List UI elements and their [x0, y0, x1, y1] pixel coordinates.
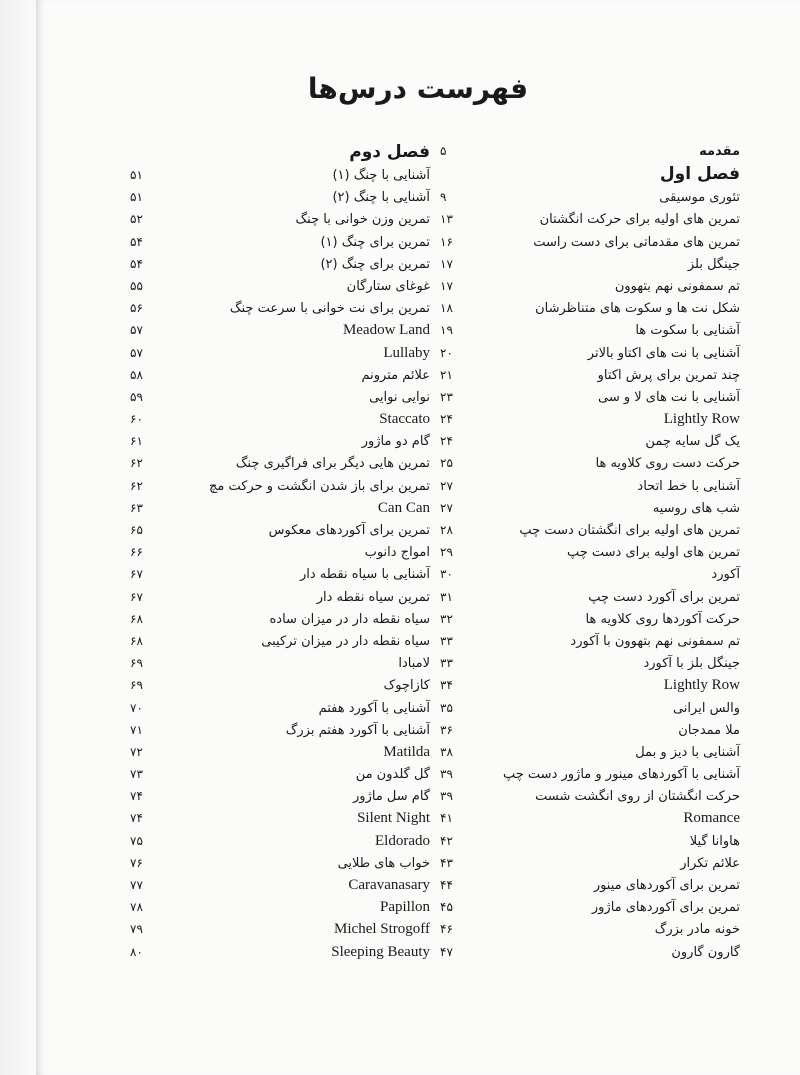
- toc-entry-title: والس ایرانی: [672, 700, 740, 716]
- toc-entry-page: ۲۷: [440, 500, 453, 515]
- toc-entry[interactable]: [130, 430, 430, 452]
- toc-entry-page: ۷۴: [130, 789, 143, 804]
- toc-entry-page: ۳۶: [440, 722, 453, 737]
- toc-entry-page: ۶۵: [130, 523, 143, 537]
- toc-entry[interactable]: [440, 785, 740, 807]
- toc-entry[interactable]: [440, 452, 740, 474]
- toc-entry[interactable]: [130, 497, 430, 519]
- toc-entry-title: گل گلدون من: [355, 767, 430, 783]
- toc-entry[interactable]: [440, 874, 740, 896]
- toc-entry-title: تم سمفونی نهم بتهوون: [614, 278, 740, 294]
- toc-entry[interactable]: [130, 253, 430, 275]
- toc-entry[interactable]: [130, 830, 430, 852]
- toc-entry-title: تمرین برای آکوردهای مینور: [593, 878, 740, 893]
- toc-entry-title: شکل نت ها و سکوت های متناظرشان: [535, 301, 740, 317]
- toc-entry[interactable]: [440, 697, 740, 719]
- toc-entry-title: تمرین برای نت خوانی با سرعت چنگ: [229, 301, 430, 317]
- toc-entry[interactable]: [130, 519, 430, 541]
- toc-entry-title: خواب های طلایی: [337, 855, 430, 871]
- toc-entry[interactable]: [440, 408, 740, 430]
- toc-entry-title: آشنایی با سیاه نقطه دار: [299, 567, 430, 583]
- toc-entry-title: تمرین برای چنگ (۱): [320, 234, 430, 250]
- chapter-two-title: فصل دوم: [349, 142, 430, 162]
- toc-entry-page: ۵۱: [130, 190, 143, 205]
- toc-entry[interactable]: [130, 785, 430, 807]
- toc-entry-title: لامبادا: [398, 656, 430, 672]
- toc-entry[interactable]: [130, 297, 430, 319]
- toc-entry-page: ۶۹: [130, 656, 143, 671]
- toc-entry-title: تمرین های اولیه برای دست چپ: [566, 545, 740, 561]
- toc-entry[interactable]: [130, 807, 430, 829]
- toc-entry[interactable]: [440, 630, 740, 652]
- toc-entry-page: ۵۴: [130, 256, 143, 271]
- toc-entry-title: آشنایی با خط اتحاد: [637, 478, 740, 494]
- toc-entry-page: ۲۷: [440, 478, 453, 493]
- toc-entry-title: Sleeping Beauty: [331, 943, 430, 960]
- toc-entry-title: تمرین سیاه نقطه دار: [316, 589, 430, 605]
- toc-entry-page: ۴۴: [440, 878, 453, 892]
- toc-entry-page: ۶۷: [130, 567, 143, 582]
- toc-entry-title: نوایی نوایی: [369, 389, 430, 405]
- toc-entry[interactable]: [130, 342, 430, 364]
- toc-entry-title: حرکت دست روی کلاویه ها: [595, 456, 740, 472]
- toc-entry-page: ۴۱: [440, 811, 453, 826]
- toc-entry-page: ۵۵: [130, 278, 143, 293]
- toc-entry-title: گام سل ماژور: [353, 789, 430, 805]
- chapter-heading: [440, 162, 740, 186]
- toc-entry-title: تمرین های مقدماتی برای دست راست: [533, 234, 740, 250]
- toc-entry[interactable]: [130, 741, 430, 763]
- toc-entry[interactable]: [130, 452, 430, 474]
- toc-entry-page: ۵۹: [130, 389, 143, 404]
- toc-entry-title: خونه مادر بزرگ: [654, 922, 740, 938]
- toc-column-right: [440, 140, 740, 963]
- toc-entry-title: آکورد: [711, 567, 740, 583]
- toc-entry-title: آشنایی با آکورد هفتم: [318, 700, 430, 716]
- toc-entry[interactable]: [440, 541, 740, 563]
- toc-list: [130, 164, 430, 963]
- toc-entry-page: ۶۱: [130, 434, 143, 449]
- toc-entry-title: Silent Night: [357, 810, 430, 827]
- toc-entry[interactable]: [440, 741, 740, 763]
- toc-entry[interactable]: [440, 253, 740, 275]
- toc-entry-title: تمرین برای آکورد دست چپ: [588, 589, 740, 605]
- toc-entry-page: ۶۶: [130, 545, 143, 560]
- toc-entry[interactable]: [440, 918, 740, 940]
- toc-entry-title: گام دو ماژور: [361, 434, 430, 450]
- toc-entry-page: ۳۰: [440, 567, 453, 582]
- toc-entry-title: آشنایی با چنگ (۱): [332, 168, 430, 183]
- toc-entry-page: ۱۷: [440, 256, 453, 271]
- toc-entry-title: چند تمرین برای پرش اکتاو: [597, 367, 740, 383]
- toc-entry[interactable]: [440, 519, 740, 541]
- toc-entry-page: ۶۹: [130, 678, 143, 693]
- toc-entry-title: آشنایی با دیز و بمل: [635, 744, 740, 760]
- intro-page: ۵: [440, 144, 447, 158]
- toc-entry-title: تم سمفونی نهم بتهوون با آکورد: [570, 633, 740, 649]
- toc-entry[interactable]: [440, 275, 740, 297]
- toc-entry-title: تمرین برای چنگ (۲): [320, 256, 430, 272]
- toc-entry[interactable]: [130, 186, 430, 208]
- toc-entry[interactable]: [130, 563, 430, 585]
- toc-entry[interactable]: [440, 319, 740, 341]
- toc-entry[interactable]: [130, 408, 430, 430]
- toc-entry-page: ۵۷: [130, 323, 143, 338]
- toc-entry[interactable]: [440, 674, 740, 696]
- toc-entry[interactable]: [130, 852, 430, 874]
- toc-entry-title: Can Can: [377, 499, 430, 516]
- toc-entry-page: ۴۳: [440, 855, 453, 870]
- toc-entry[interactable]: [130, 719, 430, 741]
- toc-entry-title: تمرین برای آکوردهای ماژور: [591, 900, 740, 916]
- toc-entry-title: سیاه نقطه دار در میزان ساده: [269, 611, 430, 627]
- toc-entry-page: ۱۶: [440, 234, 453, 249]
- toc-entry[interactable]: [440, 430, 740, 452]
- toc-entry-title: هاوانا گیلا: [689, 833, 740, 849]
- toc-entry-title: Michel Strogoff: [334, 921, 430, 938]
- toc-entry-title: کازاچوک: [383, 678, 430, 694]
- toc-entry-page: ۶۷: [130, 589, 143, 604]
- toc-entry-page: ۶۸: [130, 611, 143, 626]
- toc-entry-title: Caravanasary: [348, 877, 430, 893]
- toc-entry-page: ۵۷: [130, 345, 143, 360]
- page-title: فهرست درس‌ها: [307, 72, 529, 105]
- toc-entry[interactable]: [130, 918, 430, 940]
- toc-entry-page: ۷۱: [130, 722, 143, 737]
- toc-entry-page: ۳۳: [440, 633, 453, 648]
- toc-entry-title: تمرین های اولیه برای انگشتان دست چپ: [519, 523, 740, 538]
- toc-entry-title: یک گل سایه چمن: [645, 434, 740, 450]
- toc-entry[interactable]: [130, 608, 430, 630]
- toc-entry[interactable]: [440, 941, 740, 963]
- toc-entry[interactable]: [130, 231, 430, 253]
- toc-entry-title: آشنایی با سکوت ها: [635, 323, 740, 339]
- toc-entry-page: ۷۷: [130, 878, 143, 892]
- toc-entry-page: ۲۵: [440, 456, 453, 471]
- toc-entry[interactable]: [440, 896, 740, 918]
- toc-entry-page: ۵۴: [130, 234, 143, 249]
- toc-entry-page: ۵۸: [130, 367, 143, 382]
- toc-entry[interactable]: [130, 386, 430, 408]
- toc-entry-title: علائم تکرار: [680, 855, 740, 871]
- toc-entry[interactable]: [440, 830, 740, 852]
- toc-entry-page: ۶۸: [130, 633, 143, 648]
- chapter-heading: [130, 140, 430, 164]
- toc-entry-title: تئوری موسیقی: [659, 190, 740, 206]
- toc-entry[interactable]: [440, 364, 740, 386]
- toc-entry-title: جینگل بلز: [687, 256, 740, 272]
- toc-entry-page: ۳۹: [440, 789, 453, 804]
- toc-entry-title: حرکت انگشتان از روی انگشت شست: [535, 789, 740, 805]
- toc-entry-title: Romance: [683, 810, 740, 827]
- toc-entry[interactable]: [440, 763, 740, 785]
- toc-entry-page: ۷۴: [130, 811, 143, 826]
- toc-entry-page: ۶۲: [130, 456, 143, 471]
- toc-entry-page: ۷۶: [130, 855, 143, 870]
- toc-entry-title: سیاه نقطه دار در میزان ترکیبی: [261, 633, 430, 649]
- toc-entry-title: Meadow Land: [342, 322, 430, 339]
- toc-entry-page: ۳۳: [440, 656, 453, 671]
- toc-entry-page: ۸۰: [130, 944, 143, 959]
- toc-entry-page: ۶۳: [130, 500, 143, 515]
- toc-entry[interactable]: [130, 763, 430, 785]
- toc-entry-title: غوغای ستارگان: [346, 278, 430, 294]
- toc-entry[interactable]: [130, 697, 430, 719]
- toc-entry[interactable]: [440, 608, 740, 630]
- toc-entry-title: Lullaby: [383, 344, 430, 361]
- toc-entry-page: ۲۸: [440, 523, 453, 537]
- toc-entry[interactable]: [440, 386, 740, 408]
- toc-entry-page: ۴۷: [440, 944, 453, 959]
- toc-entry-page: ۵۶: [130, 301, 143, 316]
- toc-column-left: [130, 140, 430, 963]
- toc-entry[interactable]: [130, 541, 430, 563]
- toc-entry-page: ۷۲: [130, 744, 143, 759]
- toc-entry-page: ۲۴: [440, 434, 453, 449]
- toc-entry-title: گارون گارون: [671, 944, 740, 960]
- toc-entry-page: ۴۶: [440, 922, 453, 937]
- toc-entry-title: حرکت آکوردها روی کلاویه ها: [585, 611, 740, 627]
- toc-entry-page: ۱۷: [440, 278, 453, 293]
- toc-entry[interactable]: [440, 652, 740, 674]
- toc-entry[interactable]: [440, 563, 740, 585]
- toc-entry-page: ۱۹: [440, 323, 453, 338]
- toc-entry-page: ۳۸: [440, 744, 453, 759]
- toc-entry-title: آشنایی با آکوردهای مینور و ماژور دست چپ: [502, 767, 740, 783]
- toc-entry[interactable]: [130, 319, 430, 341]
- toc-entry[interactable]: [130, 364, 430, 386]
- toc-entry-page: ۴۲: [440, 833, 453, 848]
- toc-entry-page: ۱۸: [440, 301, 453, 316]
- toc-entry-intro[interactable]: [440, 140, 740, 162]
- toc-entry[interactable]: [440, 807, 740, 829]
- toc-entry-page: ۶۰: [130, 412, 143, 427]
- toc-entry[interactable]: [130, 874, 430, 896]
- toc-entry-title: Lightly Row: [663, 411, 740, 428]
- toc-entry-title: تمرین های اولیه برای حرکت انگشتان: [539, 212, 740, 228]
- toc-entry-page: ۷۵: [130, 833, 143, 848]
- toc-entry-page: ۶۲: [130, 478, 143, 493]
- toc-entry[interactable]: [130, 164, 430, 186]
- toc-entry-title: Matilda: [383, 743, 430, 760]
- toc-entry-page: ۳۵: [440, 700, 453, 715]
- toc-entry[interactable]: [130, 652, 430, 674]
- toc-entry[interactable]: [440, 297, 740, 319]
- toc-entry-title: جینگل بلز با آکورد: [643, 656, 740, 672]
- toc-entry[interactable]: [130, 896, 430, 918]
- toc-entry[interactable]: [130, 475, 430, 497]
- chapter-one-title: فصل اول: [659, 164, 740, 185]
- toc-entry-page: ۷۰: [130, 700, 143, 715]
- toc-entry-title: ملا ممدجان: [678, 722, 740, 738]
- toc-entry[interactable]: [440, 586, 740, 608]
- toc-entry-title: تمرین وزن خوانی با چنگ: [295, 212, 430, 228]
- toc-entry-page: ۳۱: [440, 589, 453, 604]
- toc-entry-title: Eldorado: [375, 832, 430, 849]
- toc-entry[interactable]: [440, 475, 740, 497]
- toc-entry[interactable]: [440, 342, 740, 364]
- toc-entry-title: آشنایی با آکورد هفتم بزرگ: [285, 722, 430, 738]
- toc-entry[interactable]: [440, 208, 740, 230]
- toc-entry[interactable]: [130, 630, 430, 652]
- intro-label: مقدمه: [699, 144, 740, 159]
- toc-entry-page: ۲۴: [440, 412, 453, 427]
- toc-entry[interactable]: [130, 941, 430, 963]
- toc-entry-page: ۲۰: [440, 345, 453, 360]
- toc-entry[interactable]: [130, 586, 430, 608]
- toc-entry-title: امواج دانوب: [364, 545, 430, 561]
- toc-entry-page: ۳۹: [440, 767, 453, 782]
- toc-entry-title: آشنایی با نت های اکتاو بالاتر: [587, 345, 740, 361]
- toc-entry-title: آشنایی با نت های لا و سی: [597, 389, 740, 405]
- toc-list: [440, 186, 740, 963]
- toc-entry-title: تمرین برای آکوردهای معکوس: [268, 523, 430, 538]
- toc-entry[interactable]: [440, 852, 740, 874]
- toc-entry-page: ۵۲: [130, 212, 143, 227]
- toc-entry-title: Staccato: [379, 411, 430, 428]
- toc-entry-title: آشنایی با چنگ (۲): [332, 190, 430, 206]
- toc-entry-page: ۹: [440, 190, 447, 205]
- toc-entry-page: ۳۲: [440, 611, 453, 626]
- toc-entry-page: ۷۳: [130, 767, 143, 782]
- toc-entry-page: ۷۸: [130, 900, 143, 915]
- toc-entry[interactable]: [130, 208, 430, 230]
- toc-entry-page: ۴۵: [440, 900, 453, 915]
- toc-entry[interactable]: [440, 186, 740, 208]
- toc-entry-page: ۲۹: [440, 545, 453, 560]
- toc-entry-page: ۵۱: [130, 168, 143, 182]
- toc-entry[interactable]: [440, 231, 740, 253]
- toc-entry-title: تمرین هایی دیگر برای فراگیری چنگ: [235, 456, 430, 472]
- toc-entry-title: تمرین برای باز شدن انگشت و حرکت مچ: [208, 478, 430, 494]
- toc-entry-page: ۲۳: [440, 389, 453, 404]
- toc-entry[interactable]: [130, 275, 430, 297]
- toc-entry[interactable]: [130, 674, 430, 696]
- toc-entry-title: علائم مترونم: [361, 367, 430, 383]
- toc-entry-page: ۲۱: [440, 367, 453, 382]
- toc-entry-page: ۳۴: [440, 678, 453, 693]
- toc-entry-page: ۷۹: [130, 922, 143, 937]
- toc-entry[interactable]: [440, 719, 740, 741]
- toc-entry-page: ۱۳: [440, 212, 453, 227]
- toc-entry-title: شب های روسیه: [652, 500, 740, 516]
- toc-entry-title: Lightly Row: [663, 677, 740, 694]
- toc-entry[interactable]: [440, 497, 740, 519]
- page-gutter: [0, 0, 36, 1075]
- toc-entry-title: Papillon: [379, 899, 430, 916]
